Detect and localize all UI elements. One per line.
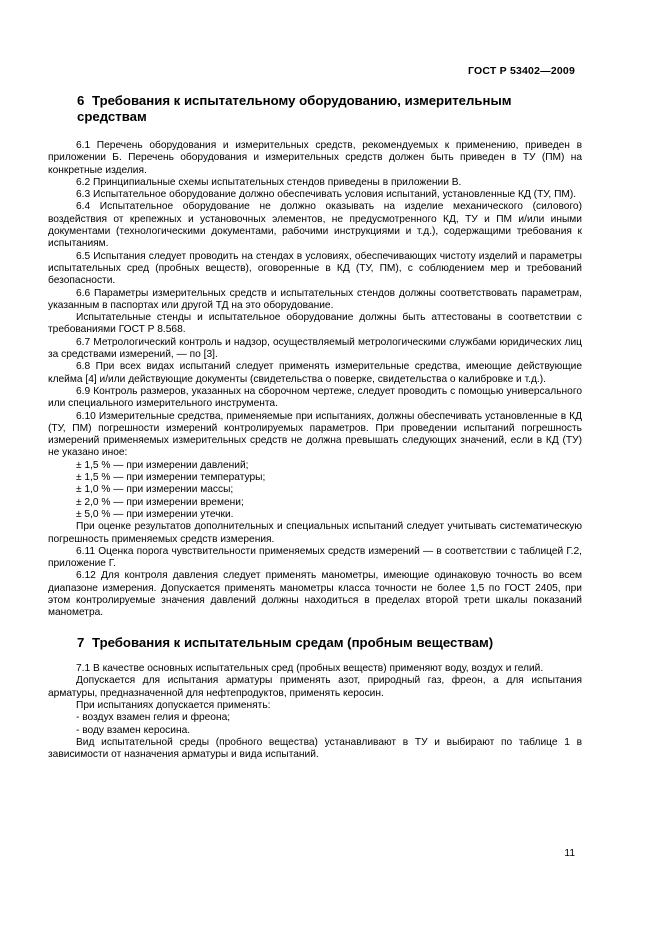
document-code-header: ГОСТ Р 53402—2009 <box>467 65 575 77</box>
page-number: 11 <box>564 848 575 859</box>
paragraph-7-1: 7.1 В качестве основных испытательных сред (пробных веществ) применяют воду, воздух и гелий. <box>76 663 544 675</box>
paragraph-7-1-allowed-media: Допускается для испытания арматуры применять азот, природный газ, фреон, а для испытания арматуры, предназначенной для нефтепродуктов, применять керосин. <box>48 675 582 699</box>
tolerance-item: ± 1,0 % — при измерении массы; <box>76 484 234 496</box>
paragraph-6-4: 6.4 Испытательное оборудование не должно оказывать на изделие механического (силового) воздействия от крепежных и установочных элементов, не предусмотренного КД, ТУ и ПМ и/или иными документами (технологическими документами, рабочими инструкциями и т.д.), содержащими требования к испытаниям. <box>48 201 582 250</box>
paragraph-6-10-systematic-error: При оценке результатов дополнительных и специальных испытаний следует учитывать систематическую погрешность применяемых средств измерения. <box>48 521 582 545</box>
tolerance-item: ± 1,5 % — при измерении давлений; <box>76 459 249 471</box>
section-7-number: 7 <box>77 634 85 650</box>
paragraph-7-1-substitutions-intro: При испытаниях допускается применять: <box>76 699 271 711</box>
paragraph-6-6-attestation: Испытательные стенды и испытательное оборудование должны быть аттестованы в соответствии с требованиями ГОСТ Р 8.568. <box>48 312 582 336</box>
paragraph-6-2: 6.2 Принципиальные схемы испытательных стендов приведены в приложении В. <box>76 176 462 188</box>
paragraph-6-6: 6.6 Параметры измерительных средств и испытательных стендов должны соответствовать параметрам, указанным в паспортах или другой ТД на это оборудование. <box>48 287 582 311</box>
paragraph-6-12: 6.12 Для контроля давления следует применять манометры, имеющие одинаковую точность во всем диапазоне измерения. Допускается применять манометры класса точности не более 1,5 по ГОСТ 2405, при этом контролируемые значения давлений должны находиться в пределах второй трети шкалы показаний манометра. <box>48 570 582 619</box>
tolerance-item: ± 1,5 % — при измерении температуры; <box>76 472 266 484</box>
paragraph-6-7: 6.7 Метрологический контроль и надзор, осуществляемый метрологическими службами юридических лиц за средствами измерений, — по [3]. <box>48 336 582 361</box>
section-7-heading <box>48 635 582 651</box>
paragraph-6-11: 6.11 Оценка порога чувствительности применяемых средств измерений — в соответствии с таблицей Г.2, приложение Г. <box>48 545 582 570</box>
paragraph-6-3: 6.3 Испытательное оборудование должно обеспечивать условия испытаний, установленные КД (ТУ, ПМ). <box>76 189 577 201</box>
paragraph-6-8: 6.8 При всех видах испытаний следует применять измерительные средства, имеющие действующие клейма [4] и/или действующие документы (свидетельства о поверке, свидетельства о калибровке и т.д.). <box>48 361 582 385</box>
paragraph-6-9: 6.9 Контроль размеров, указанных на сборочном чертеже, следует проводить с помощью универсального или специального измерительного инструмента. <box>48 385 582 410</box>
paragraph-6-5: 6.5 Испытания следует проводить на стендах в условиях, обеспечивающих чистоту изделий и параметры испытательных сред (пробных веществ), оговоренные в КД (ТУ, ПМ), с соблюдением мер и требований безопасности. <box>48 250 582 287</box>
paragraph-6-10: 6.10 Измерительные средства, применяемые при испытаниях, должны обеспечивать установленные в КД (ТУ, ПМ) погрешности измерений контролируемых параметров. При проведении испытаний погрешность измерений применяемых измерительных средств не должна превышать следующих значений, если в КД (ТУ) не указано иное: <box>48 410 582 459</box>
substitution-item: - воду взамен керосина. <box>76 724 191 736</box>
page-content <box>48 93 582 761</box>
tolerance-item: ± 5,0 % — при измерении утечки. <box>76 508 234 520</box>
tolerance-item: ± 2,0 % — при измерении времени; <box>76 496 244 508</box>
section-6-heading <box>48 93 582 124</box>
section-6-number: 6 <box>77 93 85 108</box>
paragraph-7-1-medium-selection: Вид испытательной среды (пробного вещества) устанавливают в ТУ и выбирают по таблице 1 в зависимости от назначения арматуры и вида испытаний. <box>48 736 582 761</box>
section-7-title: Требования к испытательным средам (пробным веществам) <box>92 634 494 650</box>
substitution-item: - воздух взамен гелия и фреона; <box>76 712 231 724</box>
section-6-title: Требования к испытательному оборудованию, измерительным средствам <box>77 93 512 124</box>
paragraph-6-1: 6.1 Перечень оборудования и измерительных средств, рекомендуемых к применению, приведен в приложении Б. Перечень оборудования и измерительных средств должен быть приведен в ТУ (ПМ) на конкретные изделия. <box>48 140 582 176</box>
